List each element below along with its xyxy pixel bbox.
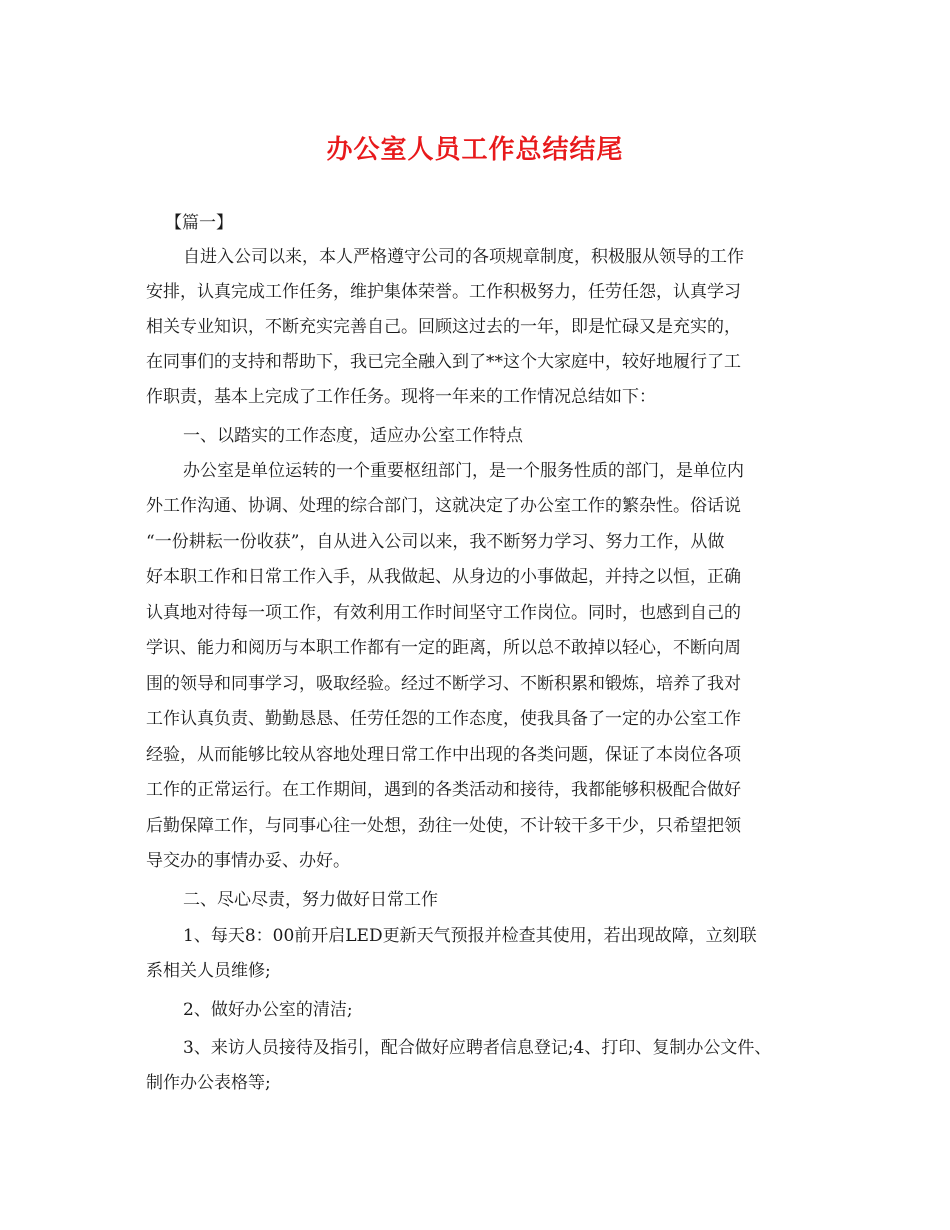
paragraph-line: 认真地对待每一项工作，有效利用工作时间坚守工作岗位。同时，也感到自己的 xyxy=(146,603,741,623)
paragraph-line: 自进入公司以来，本人严格遵守公司的各项规章制度，积极服从领导的工作 xyxy=(183,247,744,267)
list-item-line: 系相关人员维修; xyxy=(146,961,271,981)
paragraph-line: 工作的正常运行。在工作期间，遇到的各类活动和接待，我都能够积极配合做好 xyxy=(146,780,741,800)
list-item-line: 1、每天8：00前开启LED更新天气预报并检查其使用，若出现故障，立刻联 xyxy=(183,926,757,946)
paragraph-line: “一份耕耘一份收获”，自从进入公司以来，我不断努力学习、努力工作，从做 xyxy=(146,532,725,552)
list-item-line: 3、来访人员接待及指引，配合做好应聘者信息登记;4、打印、复制办公文件、 xyxy=(183,1038,772,1058)
paragraph-line: 学识、能力和阅历与本职工作都有一定的距离，所以总不敢掉以轻心，不断向周 xyxy=(146,638,741,658)
paragraph-line: 相关专业知识，不断充实完善自己。回顾这过去的一年，即是忙碌又是充实的， xyxy=(146,317,741,337)
list-item-line: 制作办公表格等; xyxy=(146,1073,271,1093)
section-heading: 二、尽心尽责，努力做好日常工作 xyxy=(183,890,438,910)
paragraph-line: 作职责，基本上完成了工作任务。现将一年来的工作情况总结如下： xyxy=(146,387,656,407)
paragraph-line: 安排，认真完成工作任务，维护集体荣誉。工作积极努力，任劳任怨，认真学习 xyxy=(146,282,741,302)
document-title: 办公室人员工作总结结尾 xyxy=(326,135,624,165)
paragraph-line: 工作认真负责、勤勤恳恳、任劳任怨的工作态度，使我具备了一定的办公室工作 xyxy=(146,709,741,729)
section-heading-part-one: 【篇一】 xyxy=(165,213,233,233)
paragraph-line: 后勤保障工作，与同事心往一处想，劲往一处使，不计较干多干少，只希望把领 xyxy=(146,816,741,836)
paragraph-line: 好本职工作和日常工作入手，从我做起、从身边的小事做起，并持之以恒，正确 xyxy=(146,567,741,587)
paragraph-line: 办公室是单位运转的一个重要枢纽部门，是一个服务性质的部门，是单位内 xyxy=(183,461,744,481)
paragraph-line: 外工作沟通、协调、处理的综合部门，这就决定了办公室工作的繁杂性。俗话说 xyxy=(146,496,741,516)
paragraph-line: 导交办的事情办妥、办好。 xyxy=(146,851,350,871)
list-item-line: 2、做好办公室的清洁; xyxy=(183,1000,353,1020)
paragraph-line: 在同事们的支持和帮助下，我已完全融入到了**这个大家庭中，较好地履行了工 xyxy=(146,352,741,372)
paragraph-line: 经验，从而能够比较从容地处理日常工作中出现的各类问题，保证了本岗位各项 xyxy=(146,745,741,765)
paragraph-line: 围的领导和同事学习，吸取经验。经过不断学习、不断积累和锻炼，培养了我对 xyxy=(146,674,741,694)
section-heading: 一、以踏实的工作态度，适应办公室工作特点 xyxy=(183,426,523,446)
